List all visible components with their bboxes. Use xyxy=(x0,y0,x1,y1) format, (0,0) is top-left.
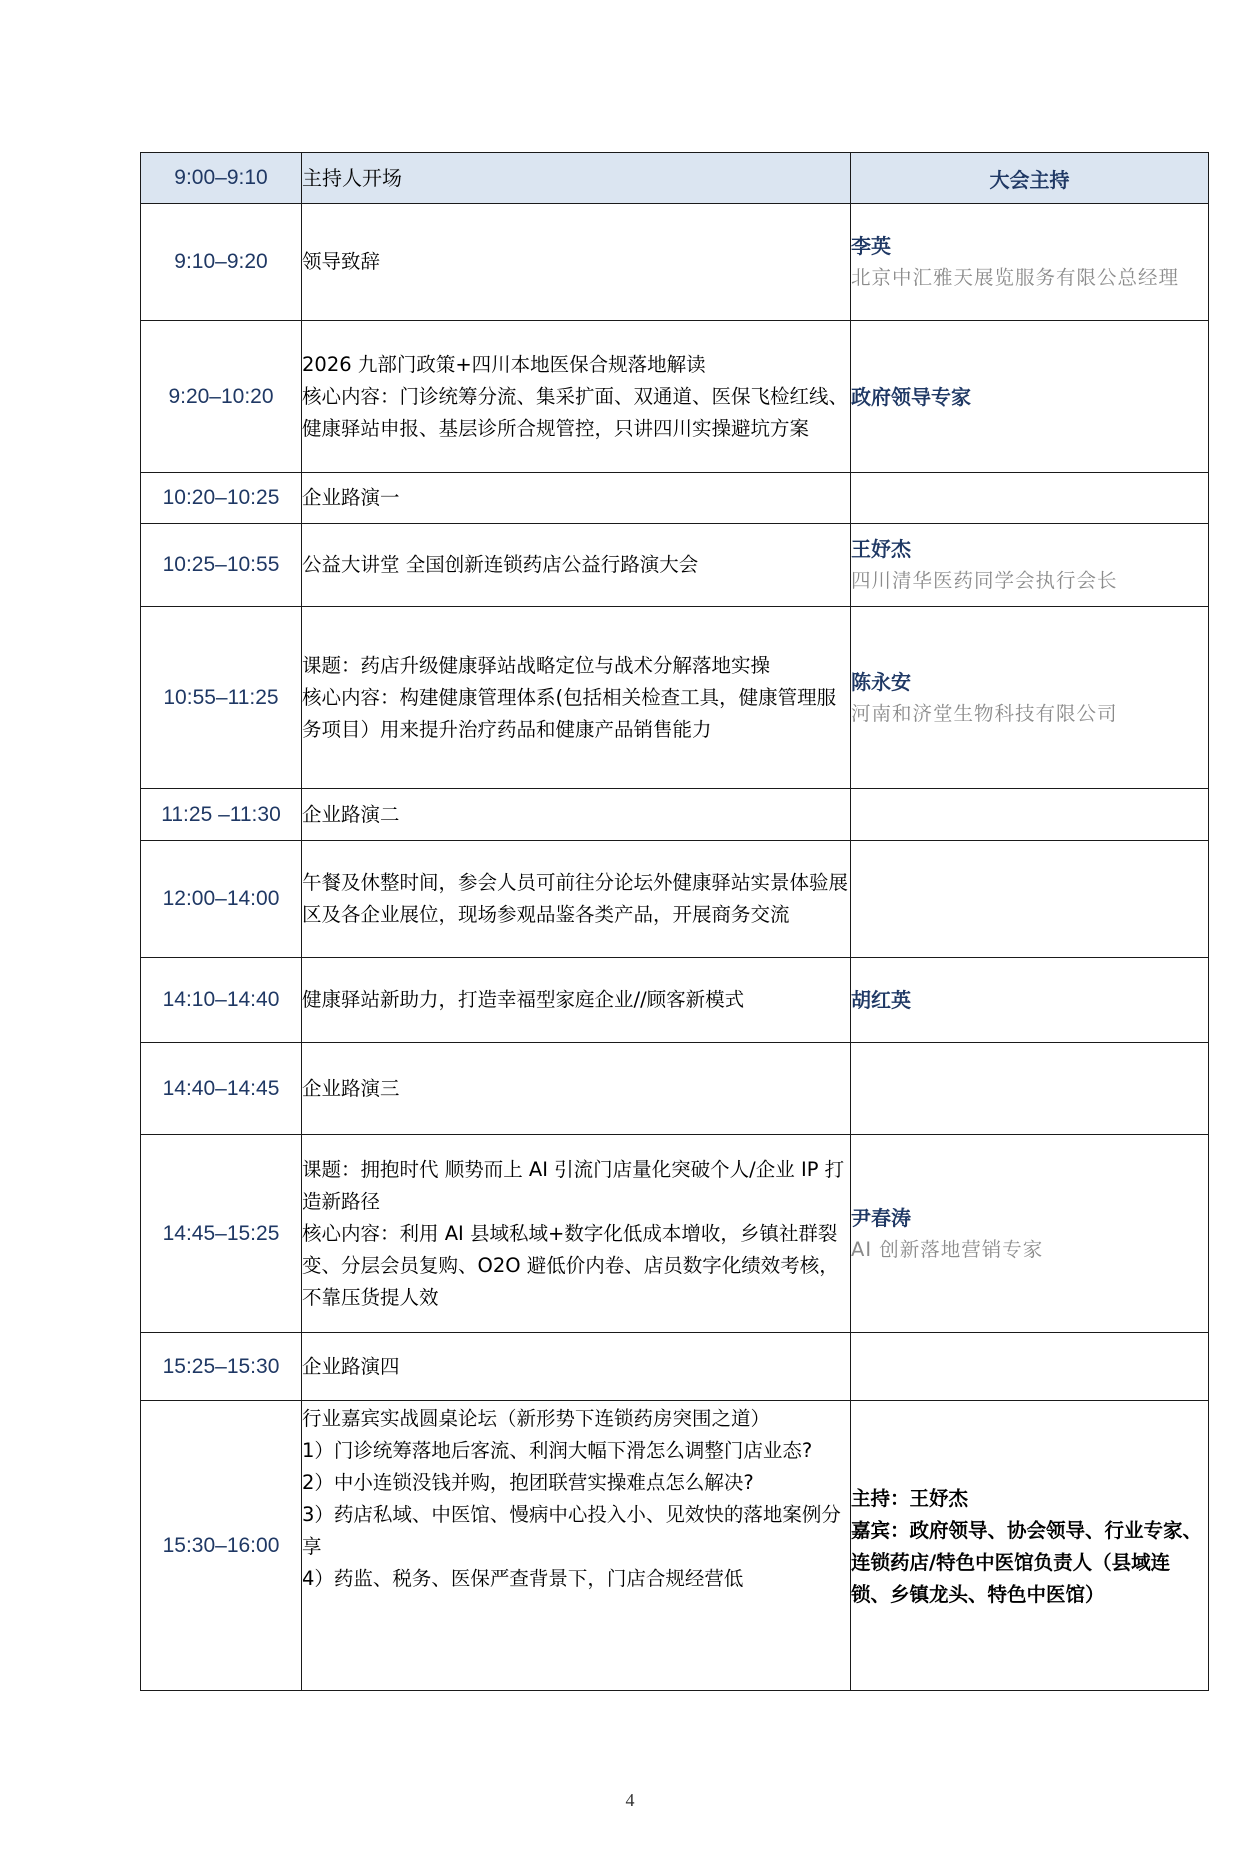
row-time: 14:10–14:40 xyxy=(141,958,302,1043)
header-time: 9:00–9:10 xyxy=(141,153,302,204)
table-row xyxy=(141,1043,1209,1135)
host-line: 主持：王妤杰 xyxy=(851,1486,969,1510)
row-topic: 2026 九部门政策+四川本地医保合规落地解读 核心内容：门诊统筹分流、集采扩面、双通道、医保飞检红线、健康驿站申报、基层诊所合规管控，只讲四川实操避坑方案 xyxy=(302,321,851,473)
row-speaker xyxy=(851,958,1209,1043)
speaker-title: 四川清华医药同学会执行会长 xyxy=(851,569,1118,592)
table-row xyxy=(141,841,1209,958)
row-topic: 公益大讲堂 全国创新连锁药店公益行路演大会 xyxy=(302,524,851,607)
page-number: 4 xyxy=(625,1790,635,1810)
table-row xyxy=(141,204,1209,321)
row-topic: 行业嘉宾实战圆桌论坛（新形势下连锁药房突围之道） 1）门诊统筹落地后客流、利润大幅下滑怎么调整门店业态? 2）中小连锁没钱并购，抱团联营实操难点怎么解决? 3）药店私域、中医馆、慢病中心投入小、见效快的落地案例分享 4）药监、税务、医保严查背景下，门店合规经营低 xyxy=(302,1401,851,1691)
row-topic: 课题：拥抱时代 顺势而上 AI 引流门店量化突破个人/企业 IP 打造新路径 核心内容：利用 AI 县域私域+数字化低成本增收，乡镇社群裂变、分层会员复购、O2O 避低价内卷、店员数字化绩效考核，不靠压货提人效 xyxy=(302,1135,851,1333)
row-topic: 企业路演四 xyxy=(302,1333,851,1401)
table-row xyxy=(141,607,1209,789)
row-speaker xyxy=(851,473,1209,524)
row-time: 9:20–10:20 xyxy=(141,321,302,473)
row-topic: 午餐及休整时间，参会人员可前往分论坛外健康驿站实景体验展区及各企业展位，现场参观品鉴各类产品，开展商务交流 xyxy=(302,841,851,958)
row-speaker xyxy=(851,321,1209,473)
header-speaker: 大会主持 xyxy=(851,153,1209,204)
row-time: 10:25–10:55 xyxy=(141,524,302,607)
table-row xyxy=(141,1333,1209,1401)
speaker-name: 王妤杰 xyxy=(851,537,911,561)
table-row xyxy=(141,789,1209,841)
row-speaker xyxy=(851,607,1209,789)
speaker-title: 北京中汇雅天展览服务有限公总经理 xyxy=(851,266,1180,289)
row-time: 12:00–14:00 xyxy=(141,841,302,958)
row-time: 15:30–16:00 xyxy=(141,1401,302,1691)
speaker-name: 李英 xyxy=(851,234,891,258)
row-topic: 领导致辞 xyxy=(302,204,851,321)
table-row xyxy=(141,1135,1209,1333)
row-time: 14:40–14:45 xyxy=(141,1043,302,1135)
row-speaker xyxy=(851,204,1209,321)
speaker-name: 政府领导专家 xyxy=(851,384,971,409)
agenda-table xyxy=(140,152,1209,1691)
row-topic: 健康驿站新助力，打造幸福型家庭企业//顾客新模式 xyxy=(302,958,851,1043)
speaker-name: 胡红英 xyxy=(851,988,911,1012)
row-speaker xyxy=(851,1401,1209,1691)
speaker-name: 尹春涛 xyxy=(851,1205,911,1230)
row-speaker xyxy=(851,524,1209,607)
table-header-row xyxy=(141,153,1209,204)
row-speaker xyxy=(851,789,1209,841)
row-time: 14:45–15:25 xyxy=(141,1135,302,1333)
row-time: 11:25 –11:30 xyxy=(141,789,302,841)
row-speaker xyxy=(851,841,1209,958)
guests-line: 嘉宾：政府领导、协会领导、行业专家、连锁药店/特色中医馆负责人（县域连锁、乡镇龙头、特色中医馆） xyxy=(851,1518,1203,1606)
table-row xyxy=(141,473,1209,524)
row-topic: 企业路演三 xyxy=(302,1043,851,1135)
table-row xyxy=(141,321,1209,473)
row-speaker xyxy=(851,1043,1209,1135)
row-topic: 企业路演一 xyxy=(302,473,851,524)
row-time: 15:25–15:30 xyxy=(141,1333,302,1401)
table-row xyxy=(141,524,1209,607)
row-time: 10:20–10:25 xyxy=(141,473,302,524)
header-topic: 主持人开场 xyxy=(302,153,851,204)
row-speaker xyxy=(851,1135,1209,1333)
table-row xyxy=(141,1401,1209,1691)
row-topic: 企业路演二 xyxy=(302,789,851,841)
speaker-name: 陈永安 xyxy=(851,669,911,694)
row-topic: 课题：药店升级健康驿站战略定位与战术分解落地实操 核心内容：构建健康管理体系(包括相关检查工具，健康管理服务项目）用来提升治疗药品和健康产品销售能力 xyxy=(302,607,851,789)
row-time: 9:10–9:20 xyxy=(141,204,302,321)
row-time: 10:55–11:25 xyxy=(141,607,302,789)
row-speaker xyxy=(851,1333,1209,1401)
speaker-title: AI 创新落地营销专家 xyxy=(851,1237,1044,1261)
speaker-title: 河南和济堂生物科技有限公司 xyxy=(851,701,1118,725)
table-row xyxy=(141,958,1209,1043)
